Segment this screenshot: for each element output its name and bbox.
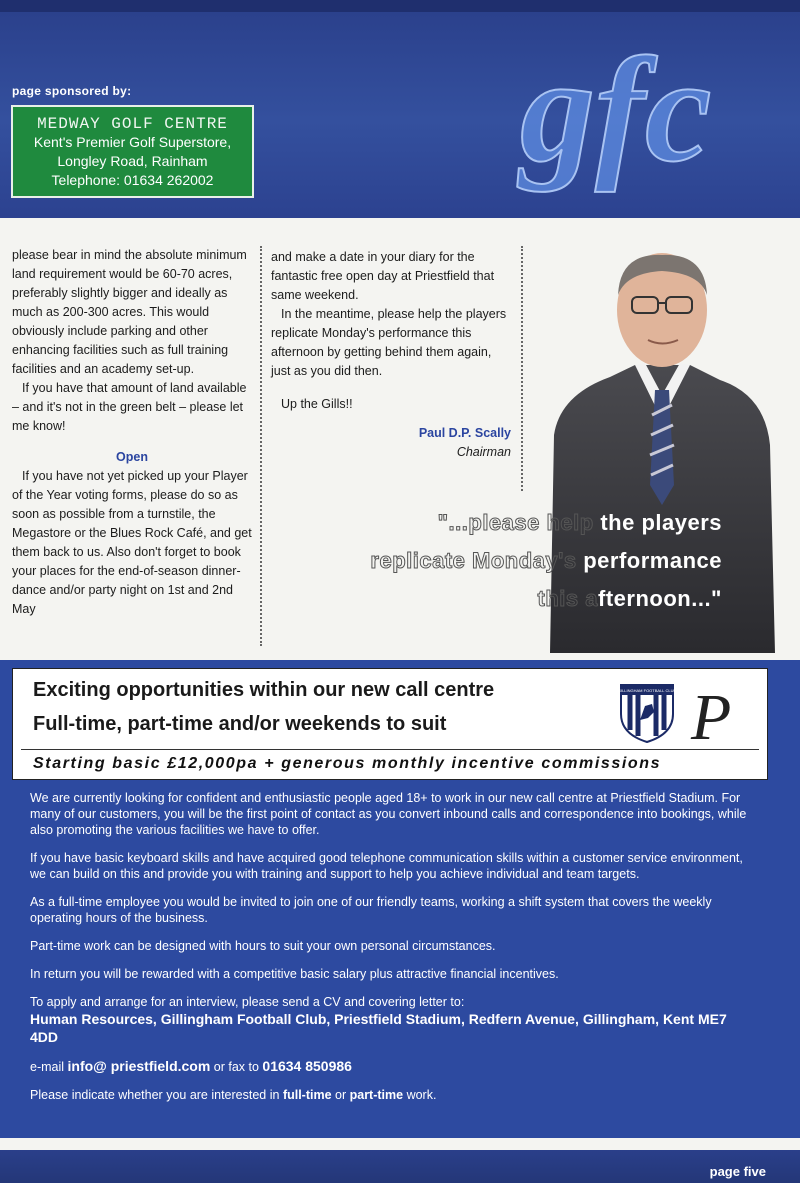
article-paragraph: Up the Gills!!	[281, 397, 353, 411]
text-fragment: Please indicate whether you are interested in	[30, 1088, 283, 1102]
part-time-label: part-time	[349, 1088, 404, 1102]
priestfield-logo	[685, 679, 755, 749]
gfc-logo	[510, 40, 780, 200]
quote-part: performance	[583, 548, 722, 573]
advert-address: Human Resources, Gillingham Football Club, Priestfield Stadium, Redfern Avenue, Gillingham, Kent ME7 4DD	[30, 1011, 727, 1045]
advert-paragraph: Part-time work can be designed with hours to suit your own personal circumstances.	[30, 939, 496, 953]
advert-paragraph	[30, 1087, 750, 1103]
text-fragment: or	[331, 1088, 350, 1102]
article-paragraph: If you have that amount of land available – and it's not in the green belt – please let me know!	[12, 381, 247, 433]
quote-part: "...please help	[437, 510, 601, 535]
email-label: e-mail	[30, 1060, 68, 1074]
gillingham-crest-icon	[618, 682, 676, 744]
crest-text: GILLINGHAM FOOTBALL CLUB	[618, 688, 676, 693]
fax-number: 01634 850986	[262, 1058, 352, 1074]
pull-quote-line-2	[370, 548, 722, 574]
gfc-logo-text: gfc	[520, 40, 712, 193]
script-letter: P	[691, 681, 732, 749]
advert-body	[30, 790, 750, 1115]
page-number: page five	[709, 1164, 766, 1179]
sponsor-line-3: Telephone: 01634 262002	[51, 172, 214, 188]
sponsor-line-2: Longley Road, Rainham	[57, 153, 208, 169]
pull-quote-line-3	[538, 586, 722, 612]
article-paragraph: please bear in mind the absolute minimum land requirement would be 60-70 acres, preferably slightly bigger and ideally as much as 200-300 acres. This would obviously include parking and other enhancing facilities such as full training facilities and an academy set-up.	[12, 248, 247, 376]
page-footer	[0, 1150, 800, 1183]
quote-part: this a	[537, 586, 599, 611]
signature-name: Paul D.P. Scally	[418, 426, 511, 440]
advert-paragraph: To apply and arrange for an interview, please send a CV and covering letter to:	[30, 995, 465, 1009]
article-paragraph: and make a date in your diary for the fantastic free open day at Priestfield that same weekend.	[271, 250, 495, 302]
article-column-1	[12, 246, 252, 619]
advert-headline-box	[12, 668, 768, 780]
advert-paragraph: As a full-time employee you would be invited to join one of our friendly teams, working a shift system that covers the weekly operating hours of the business.	[30, 895, 712, 925]
page-header	[0, 0, 800, 218]
advert-salary: Starting basic £12,000pa + generous monthly incentive commissions	[33, 755, 662, 772]
sponsor-line-1: Kent's Premier Golf Superstore,	[33, 134, 232, 150]
advert-headline-1: Exciting opportunities within our new call centre	[33, 679, 495, 701]
article-subhead: Open	[116, 450, 148, 464]
column-divider	[521, 246, 523, 491]
article-paragraph: If you have not yet picked up your Player of the Year voting forms, please do so as soon as possible from a turnstile, the Megastore or the Blues Rock Café, and get them back to us. Also don't forget to book your places for the end-of-season dinner-dance and/or party night on 1st and 2nd May	[12, 469, 252, 616]
sponsor-box	[11, 105, 254, 198]
pull-quote-line-1	[438, 510, 722, 536]
article-column-2	[271, 248, 511, 462]
sponsor-label: page sponsored by:	[12, 84, 132, 98]
quote-part: fternoon..."	[598, 586, 722, 611]
column-divider	[260, 246, 262, 646]
email-address[interactable]: info@ priestfield.com	[67, 1058, 211, 1074]
advert-contact	[30, 1058, 750, 1075]
article-paragraph: In the meantime, please help the players replicate Monday's performance this afternoon by getting behind them again, just as you did then.	[271, 307, 507, 378]
header-stripe	[0, 0, 800, 12]
headline-divider	[21, 749, 759, 750]
signature-role: Chairman	[456, 445, 511, 459]
advert-paragraph: We are currently looking for confident and enthusiastic people aged 18+ to work in our new call centre at Priestfield Stadium. For many of our customers, you will be the first point of contact as you convert inbound calls and correspondence into bookings, while also promoting the various facilities we have to offer.	[30, 791, 747, 837]
advert-paragraph: If you have basic keyboard skills and have acquired good telephone communication skills within a customer service environment, we can build on this and provide you with training and support to help you achieve individual and team targets.	[30, 851, 743, 881]
quote-part: replicate Monday's	[370, 548, 584, 573]
sponsor-name: MEDWAY GOLF CENTRE	[37, 115, 228, 133]
quote-part: the players	[600, 510, 722, 535]
fax-label: or fax to	[210, 1060, 263, 1074]
full-time-label: full-time	[282, 1088, 332, 1102]
text-fragment: work.	[403, 1088, 437, 1102]
advert-headline-2: Full-time, part-time and/or weekends to suit	[33, 713, 447, 735]
advert-paragraph: In return you will be rewarded with a competitive basic salary plus attractive financial incentives.	[30, 967, 559, 981]
